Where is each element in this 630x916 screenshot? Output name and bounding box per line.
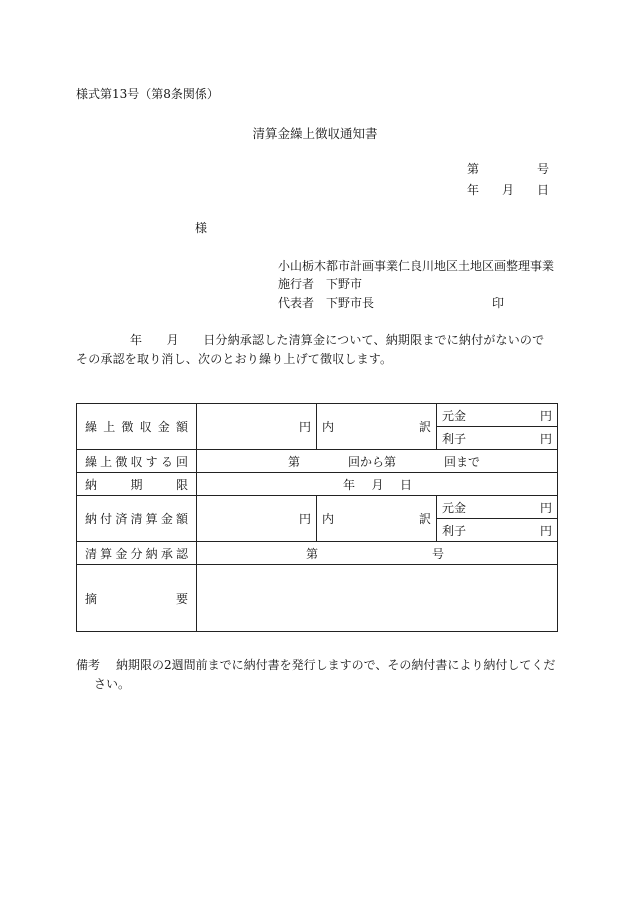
amount-interest [437, 427, 558, 450]
due-date [197, 473, 558, 496]
principal-yen: 円 [539, 408, 552, 423]
note-head: 備考 [76, 658, 101, 672]
recipient-honorific: 様 [195, 221, 208, 235]
number-prefix: 第 [467, 162, 480, 176]
remarks-field[interactable] [197, 565, 558, 632]
paid-yen: 円 [197, 496, 317, 542]
installment-range [197, 450, 558, 473]
paid-breakdown-open: 内 [322, 512, 335, 526]
installment-mid: 回から第 [347, 454, 396, 469]
approval-label: 清算金分納承認 [77, 542, 197, 565]
note-text-continued: さい。 [94, 677, 131, 691]
paid-breakdown [317, 496, 437, 542]
table-row [77, 473, 558, 496]
amount-yen: 円 [197, 404, 317, 450]
table-row [77, 450, 558, 473]
approval-prefix: 第 [306, 546, 319, 561]
paid-interest-label: 利子 [442, 523, 467, 538]
issuer-executor: 施行者 下野市 [278, 277, 363, 291]
date-year: 年 [467, 183, 480, 197]
interest-yen: 円 [539, 431, 552, 446]
paid-breakdown-close: 訳 [418, 512, 431, 526]
table-row [77, 404, 558, 427]
number-suffix: 号 [536, 162, 549, 176]
paid-interest [437, 519, 558, 542]
table-row [77, 565, 558, 632]
paid-interest-yen: 円 [539, 523, 552, 538]
table-row [77, 542, 558, 565]
amount-label: 繰上徴収金額 [77, 404, 197, 450]
installment-from: 第 [288, 454, 301, 469]
breakdown-open: 内 [322, 420, 335, 434]
breakdown-close: 訳 [418, 420, 431, 434]
remarks-label: 摘要 [77, 565, 197, 632]
principal-label: 元金 [442, 408, 467, 423]
due-month: 月 [371, 477, 384, 492]
document-title: 清算金繰上徴収通知書 [252, 126, 378, 141]
approval-number [197, 542, 558, 565]
date-month: 月 [501, 183, 514, 197]
seal-mark: 印 [492, 296, 505, 310]
date-day: 日 [536, 183, 549, 197]
due-day: 日 [399, 477, 412, 492]
form-number-label: 様式第13号（第8条関係） [76, 87, 219, 101]
note-text: 納期限の2週間前までに納付書を発行しますので、その納付書により納付してくだ [116, 658, 556, 672]
document-number [467, 160, 549, 177]
paid-principal [437, 496, 558, 519]
paid-principal-label: 元金 [442, 500, 467, 515]
document-date [467, 181, 549, 198]
issuer-representative: 代表者 下野市長 [278, 296, 375, 310]
installment-label: 繰上徴収する回 [77, 450, 197, 473]
detail-table [76, 403, 558, 632]
approval-suffix: 号 [431, 546, 444, 561]
paid-principal-yen: 円 [539, 500, 552, 515]
paid-label: 納付済清算金額 [77, 496, 197, 542]
issuer-project: 小山栃木都市計画事業仁良川地区土地区画整理事業 [278, 259, 555, 273]
amount-principal [437, 404, 558, 427]
footnote [76, 656, 556, 694]
interest-label: 利子 [442, 431, 467, 446]
installment-to: 回まで [443, 454, 480, 469]
body-paragraph: 年 月 日分納承認した清算金について、納期限までに納付がないのでその承認を取り消し、次のとおり繰り上げて徴収します。 [76, 333, 545, 366]
table-row [77, 496, 558, 519]
due-year: 年 [343, 477, 356, 492]
due-label: 納期限 [77, 473, 197, 496]
amount-breakdown [317, 404, 437, 450]
